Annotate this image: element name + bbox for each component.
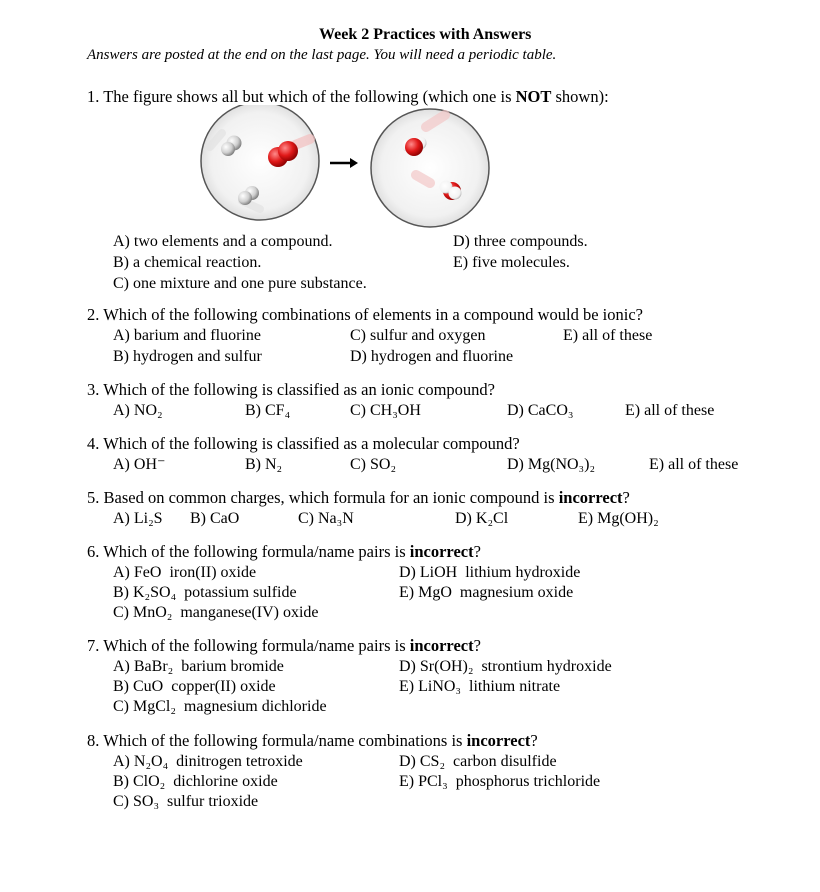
q2-option-d: D) hydrogen and fluorine — [350, 348, 514, 365]
question-stem: The figure shows all but which of the following (which one is — [103, 87, 516, 106]
q1-option-e: E) five molecules. — [453, 254, 570, 271]
q4-option-b: B) N₂ — [245, 456, 283, 473]
question-stem: Which of the following formula/name pairs is — [103, 636, 410, 655]
q3-option-e: E) all of these — [625, 402, 715, 419]
question-number: 7. — [87, 636, 100, 655]
question-number: 5. — [87, 488, 100, 507]
question-3 — [87, 382, 495, 399]
q4-option-a: A) OH⁻ — [113, 456, 166, 473]
q2-option-c: C) sulfur and oxygen — [350, 327, 486, 344]
question-emphasis: incorrect — [409, 636, 474, 655]
question-4 — [87, 436, 520, 453]
q3-option-d: D) CaCO₃ — [507, 402, 574, 419]
q5-option-d: D) K₂Cl — [455, 510, 509, 527]
q1-option-a: A) two elements and a compound. — [113, 233, 333, 250]
q7-option-b: B) CuO copper(II) oxide — [113, 678, 276, 695]
q7-option-d: D) Sr(OH)₂ strontium hydroxide — [399, 658, 612, 675]
q8-option-c: C) SO₃ sulfur trioxide — [113, 793, 259, 810]
page-title: Week 2 Practices with Answers — [319, 26, 532, 43]
q3-option-c: C) CH₃OH — [350, 402, 421, 419]
question-2 — [87, 307, 643, 324]
question-emphasis: NOT — [515, 87, 552, 106]
question-6 — [87, 544, 481, 561]
question-stem: Which of the following combinations of elements in a compound would be ionic? — [103, 305, 643, 324]
q7-option-a: A) BaBr₂ barium bromide — [113, 658, 284, 675]
q1-option-c: C) one mixture and one pure substance. — [113, 275, 367, 292]
reaction-arrow-icon — [330, 158, 358, 168]
question-5 — [87, 490, 630, 507]
q4-option-d: D) Mg(NO₃)₂ — [507, 456, 596, 473]
question-stem-end: ? — [530, 731, 538, 750]
question-stem-end: ? — [473, 542, 481, 561]
q1-option-b: B) a chemical reaction. — [113, 254, 262, 271]
q2-option-e: E) all of these — [563, 327, 653, 344]
question-stem: Which of the following is classified as a molecular compound? — [103, 434, 520, 453]
q4-option-c: C) SO₂ — [350, 456, 397, 473]
question-stem: Which of the following is classified as an ionic compound? — [103, 380, 495, 399]
q3-option-a: A) NO₂ — [113, 402, 163, 419]
question-number: 1. — [87, 87, 100, 106]
question-number: 2. — [87, 305, 100, 324]
question-stem: Based on common charges, which formula for an ionic compound is — [103, 488, 559, 507]
q1-option-d: D) three compounds. — [453, 233, 588, 250]
q7-option-e: E) LiNO₃ lithium nitrate — [399, 678, 561, 695]
q6-option-e: E) MgO magnesium oxide — [399, 584, 574, 601]
q8-option-e: E) PCl₃ phosphorus trichloride — [399, 773, 601, 790]
question-7 — [87, 638, 481, 655]
reaction-figure — [190, 105, 500, 233]
q5-option-e: E) Mg(OH)₂ — [578, 510, 659, 527]
q2-option-a: A) barium and fluorine — [113, 327, 261, 344]
question-emphasis: incorrect — [409, 542, 474, 561]
q7-option-c: C) MgCl₂ magnesium dichloride — [113, 698, 327, 715]
q3-option-b: B) CF₄ — [245, 402, 291, 419]
q8-option-b: B) ClO₂ dichlorine oxide — [113, 773, 278, 790]
page-subtitle: Answers are posted at the end on the last page. You will need a periodic table. — [87, 47, 557, 63]
reactant-circle — [201, 105, 319, 220]
question-1 — [87, 89, 609, 106]
q5-option-c: C) Na₃N — [298, 510, 354, 527]
question-number: 6. — [87, 542, 100, 561]
question-number: 8. — [87, 731, 100, 750]
q6-option-c: C) MnO₂ manganese(IV) oxide — [113, 604, 319, 621]
q6-option-a: A) FeO iron(II) oxide — [113, 564, 257, 581]
question-8 — [87, 733, 538, 750]
q6-option-d: D) LiOH lithium hydroxide — [399, 564, 581, 581]
question-stem-end: shown): — [551, 87, 609, 106]
question-stem-end: ? — [473, 636, 481, 655]
q6-option-b: B) K₂SO₄ potassium sulfide — [113, 584, 297, 601]
q5-option-a: A) Li₂S — [113, 510, 163, 527]
q5-option-b: B) CaO — [190, 510, 240, 527]
question-stem-end: ? — [622, 488, 630, 507]
question-number: 3. — [87, 380, 100, 399]
question-stem: Which of the following formula/name pairs is — [103, 542, 410, 561]
question-stem: Which of the following formula/name combinations is — [103, 731, 467, 750]
question-number: 4. — [87, 434, 100, 453]
q4-option-e: E) all of these — [649, 456, 739, 473]
question-emphasis: incorrect — [466, 731, 531, 750]
q2-option-b: B) hydrogen and sulfur — [113, 348, 262, 365]
q8-option-a: A) N₂O₄ dinitrogen tetroxide — [113, 753, 303, 770]
question-emphasis: incorrect — [558, 488, 623, 507]
q8-option-d: D) CS₂ carbon disulfide — [399, 753, 557, 770]
